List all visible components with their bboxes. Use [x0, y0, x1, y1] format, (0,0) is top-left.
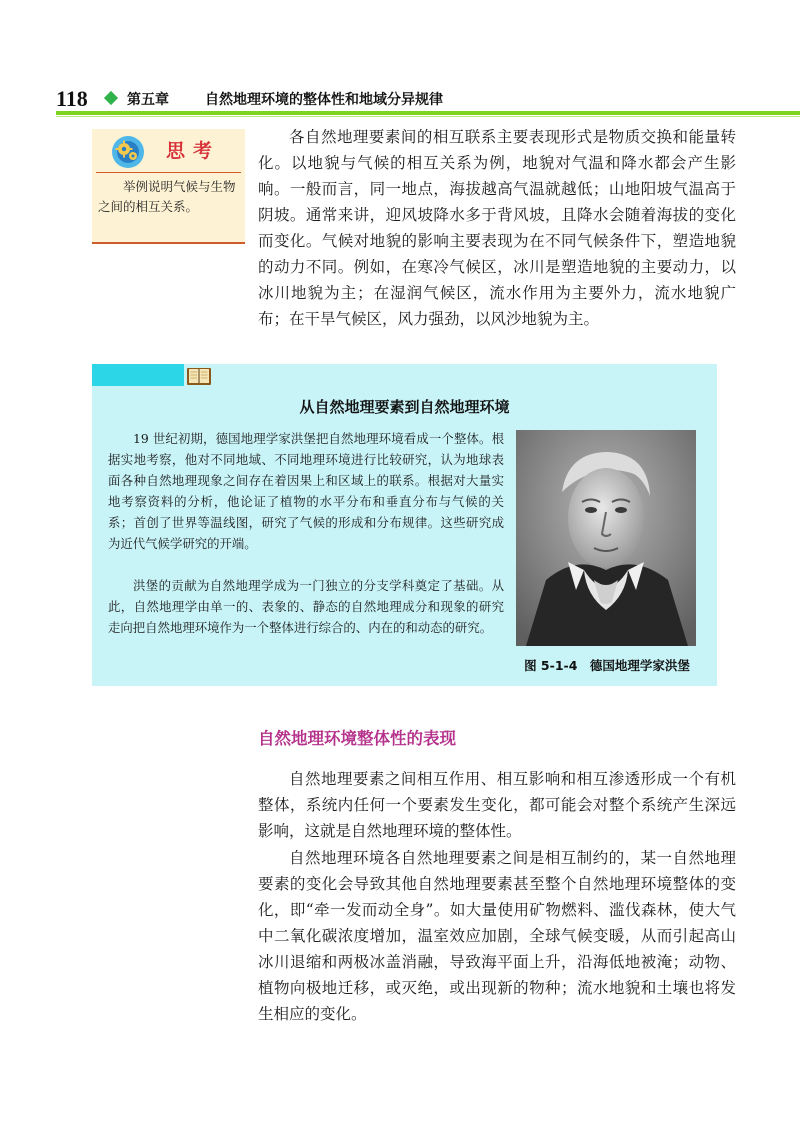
think-rule	[96, 172, 241, 173]
diamond-icon	[104, 91, 118, 105]
page-number: 118	[56, 86, 88, 111]
gear-icon	[110, 134, 146, 170]
header-rule	[56, 111, 800, 115]
intro-paragraph: 各自然地理要素间的相互联系主要表现形式是物质交换和能量转化。以地貌与气候的相互关系为例，地貌对气温和降水都会产生影响。一般而言，同一地点，海拔越高气温就越低；山地阳坡气温高于阴坡。通常来讲，迎风坡降水多于背风坡，且降水会随着海拔的变化而变化。气候对地貌的影响主要表现为在不同气候条件下，塑造地貌的动力不同。例如，在寒冷气候区，冰川是塑造地貌的主要动力，以冰川地貌为主；在湿润气候区，流水作用为主要外力，流水地貌广布；在干旱气候区，风力强劲，以风沙地貌为主。	[258, 128, 736, 328]
chapter-title: 自然地理环境的整体性和地域分异规律	[205, 92, 443, 108]
humboldt-portrait	[516, 430, 696, 646]
figure-caption: 图 5-1-4 德国地理学家洪堡	[524, 658, 690, 673]
section-paragraph-1: 自然地理要素之间相互作用、相互影响和相互渗透形成一个有机整体，系统内任何一个要素发生变化，都可能会对整个系统产生深远影响，这就是自然地理环境的整体性。	[258, 770, 736, 840]
book-icon	[186, 366, 212, 386]
think-title: 思考	[166, 140, 221, 162]
think-text: 举例说明气候与生物之间的相互关系。	[98, 179, 236, 214]
reading-box	[92, 364, 717, 686]
think-box	[92, 129, 245, 244]
reading-title: 从自然地理要素到自然地理环境	[299, 398, 510, 416]
chapter-label: 第五章	[127, 92, 169, 108]
reading-paragraph-2: 洪堡的贡献为自然地理学成为一门独立的分支学科奠定了基础。从此，自然地理学由单一的、表象的、静态的自然地理成分和现象的研究走向把自然地理环境作为一个整体进行综合的、内在的和动态的研究。	[108, 578, 504, 635]
think-header	[92, 129, 245, 169]
section-heading: 自然地理环境整体性的表现	[258, 729, 456, 748]
header-rule-thin	[56, 116, 800, 117]
reading-tab	[92, 364, 184, 386]
reading-paragraph-1: 19 世纪初期，德国地理学家洪堡把自然地理环境看成一个整体。根据实地考察，他对不同地域、不同地理环境进行比较研究，认为地球表面各种自然地理现象之间存在着因果上和区域上的联系。根据对大量实地考察资料的分析，他论证了植物的水平分布和垂直分布与气候的关系；首创了世界等温线图，研究了气候的形成和分布规律。这些研究成为近代气候学研究的开端。	[108, 431, 504, 551]
section-paragraph-2: 自然地理环境各自然地理要素之间是相互制约的，某一自然地理要素的变化会导致其他自然地理要素甚至整个自然地理环境整体的变化，即“牵一发而动全身”。如大量使用矿物燃料、滥伐森林，使大气中二氧化碳浓度增加，温室效应加剧，全球气候变暖，从而引起高山冰川退缩和两极冰盖消融，导致海平面上升，沿海低地被淹；动物、植物向极地迁移，或灭绝，或出现新的物种；流水地貌和土壤也将发生相应的变化。	[258, 849, 736, 1023]
